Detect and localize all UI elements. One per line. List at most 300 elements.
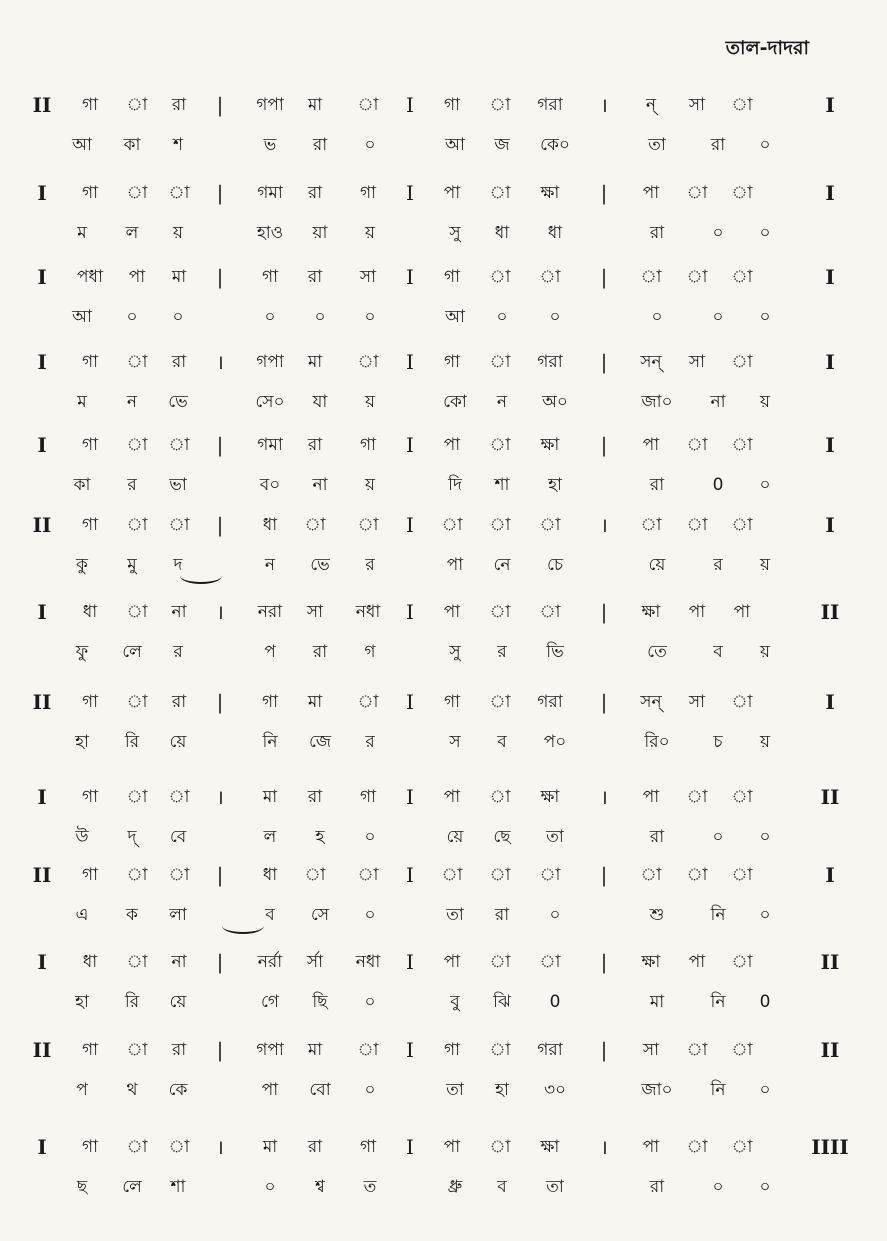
- swara-note: গা: [81, 352, 99, 372]
- lyric-syllable: র: [365, 555, 375, 575]
- lyric-syllable: মা: [649, 992, 665, 1012]
- swara-note: া: [126, 183, 148, 203]
- swara-note: া: [731, 183, 753, 203]
- swara-note: ক্ষা: [540, 435, 560, 455]
- bar-line: ।: [216, 785, 224, 809]
- swara-note: া: [126, 515, 148, 535]
- lyric-syllable: তা: [546, 827, 564, 847]
- swara-note: া: [357, 865, 379, 885]
- lyric-syllable: ভে: [168, 392, 188, 412]
- swara-note: া: [126, 787, 148, 807]
- swara-note: া: [489, 435, 511, 455]
- bar-line: I: [406, 600, 414, 624]
- swara-note: পা: [642, 183, 660, 203]
- lyric-syllable: ০: [759, 827, 771, 847]
- lyric-syllable: ব: [713, 642, 723, 662]
- bar-line: I: [406, 181, 414, 205]
- swara-note: া: [489, 95, 511, 115]
- lyric-syllable: ধা: [494, 223, 510, 243]
- lyric-syllable: ০: [712, 223, 724, 243]
- lyrics-row: [0, 130, 887, 160]
- lyric-syllable: ধা: [547, 223, 563, 243]
- lyric-syllable: না: [312, 475, 328, 495]
- lyric-syllable: আ: [72, 307, 92, 327]
- lyric-syllable: কা: [123, 135, 141, 155]
- lyrics-row: [0, 470, 887, 500]
- lyric-syllable: মু: [127, 555, 137, 575]
- swara-note: ক্ষা: [540, 183, 560, 203]
- lyric-syllable: ০: [712, 1177, 724, 1197]
- swara-note: া: [640, 515, 662, 535]
- bar-line: I: [406, 350, 414, 374]
- bar-line: |: [216, 433, 224, 457]
- lyric-syllable: ০: [549, 307, 561, 327]
- swara-note: না: [171, 602, 187, 622]
- swara-note: গা: [443, 1040, 461, 1060]
- line-block: [0, 860, 887, 940]
- swara-note: া: [168, 435, 190, 455]
- lyric-syllable: চ: [713, 732, 723, 752]
- lyric-syllable: সে: [310, 905, 330, 925]
- slur-mark: [222, 918, 264, 934]
- lyric-syllable: ব: [497, 732, 507, 752]
- bar-line: |: [600, 600, 608, 624]
- bar-line: I: [37, 181, 47, 205]
- bar-line: I: [825, 690, 835, 714]
- swara-note: া: [168, 787, 190, 807]
- lyric-syllable: ০: [712, 827, 724, 847]
- lyric-syllable: বে: [169, 827, 187, 847]
- bar-line: |: [600, 690, 608, 714]
- lyrics-row: [0, 550, 887, 580]
- lyric-syllable: রা: [494, 905, 510, 925]
- swara-note: া: [731, 1137, 753, 1157]
- bar-line: I: [406, 785, 414, 809]
- bar-line: I: [37, 950, 47, 974]
- bar-line: |: [216, 265, 224, 289]
- bar-line: I: [37, 350, 47, 374]
- swara-note: া: [731, 435, 753, 455]
- swara-note: পা: [443, 787, 461, 807]
- lyrics-row: [0, 727, 887, 757]
- lyric-syllable: উ: [75, 827, 89, 847]
- slur-mark: [180, 568, 222, 584]
- lyrics-row: [0, 302, 887, 332]
- swara-note: ধা: [82, 952, 98, 972]
- swara-note: গরা: [537, 352, 563, 372]
- swara-note: া: [686, 515, 708, 535]
- lyric-syllable: ০: [496, 307, 508, 327]
- notes-row: [0, 860, 887, 890]
- swara-note: া: [126, 865, 148, 885]
- swara-note: া: [731, 352, 753, 372]
- swara-note: রা: [307, 435, 323, 455]
- lyric-syllable: বু: [450, 992, 460, 1012]
- swara-note: া: [686, 1040, 708, 1060]
- swara-note: া: [126, 602, 148, 622]
- lyric-syllable: রা: [649, 475, 665, 495]
- bar-line: II: [820, 950, 840, 974]
- lyric-syllable: নি: [262, 732, 278, 752]
- lyric-syllable: য়: [759, 732, 771, 752]
- lyric-syllable: ম: [77, 392, 87, 412]
- swara-note: পা: [688, 602, 706, 622]
- swara-note: রা: [307, 787, 323, 807]
- lyric-syllable: ০: [172, 307, 184, 327]
- lyric-syllable: জা০: [641, 1080, 673, 1100]
- lyric-syllable: র: [173, 642, 183, 662]
- lyric-syllable: হা: [495, 1080, 509, 1100]
- lyric-syllable: ০: [759, 1177, 771, 1197]
- swara-note: সা: [359, 267, 377, 287]
- lyric-syllable: য়ে: [169, 992, 187, 1012]
- lyrics-row: [0, 987, 887, 1017]
- lyric-syllable: কে: [168, 1080, 188, 1100]
- lyric-syllable: য়: [759, 642, 771, 662]
- lyric-syllable: ব: [497, 1177, 507, 1197]
- lyric-syllable: ০: [364, 307, 376, 327]
- bar-line: |: [600, 181, 608, 205]
- swara-note: গা: [261, 692, 279, 712]
- lyric-syllable: য়: [364, 223, 376, 243]
- bar-line: I: [37, 785, 47, 809]
- lyrics-row: [0, 1075, 887, 1105]
- lyric-syllable: শু: [649, 905, 665, 925]
- bar-line: I: [825, 433, 835, 457]
- lyric-syllable: ৩০: [543, 1080, 567, 1100]
- swara-note: া: [539, 515, 561, 535]
- lyric-syllable: ন: [126, 392, 138, 412]
- swara-note: া: [489, 952, 511, 972]
- swara-note: া: [126, 352, 148, 372]
- line-block: [0, 510, 887, 590]
- lyric-syllable: নি: [710, 992, 726, 1012]
- swara-note: া: [126, 95, 148, 115]
- lyric-syllable: যা: [312, 392, 328, 412]
- bar-line: I: [406, 93, 414, 117]
- swara-note: া: [357, 692, 379, 712]
- bar-line: I: [37, 433, 47, 457]
- lyric-syllable: হা: [75, 732, 89, 752]
- bar-line: I: [406, 1038, 414, 1062]
- bar-line: |: [216, 93, 224, 117]
- bar-line: |: [216, 181, 224, 205]
- swara-note: া: [304, 865, 326, 885]
- lyric-syllable: শা: [494, 475, 510, 495]
- swara-note: গপা: [256, 1040, 284, 1060]
- lyrics-row: [0, 637, 887, 667]
- swara-note: া: [357, 515, 379, 535]
- swara-note: ধা: [262, 865, 278, 885]
- lyric-syllable: ০: [759, 223, 771, 243]
- lyric-syllable: য়: [364, 475, 376, 495]
- lyric-syllable: এ: [75, 905, 89, 925]
- notes-row: [0, 510, 887, 540]
- swara-note: গা: [81, 692, 99, 712]
- swara-note: ধা: [82, 602, 98, 622]
- line-block: [0, 178, 887, 258]
- swara-note: রা: [171, 95, 187, 115]
- lyric-syllable: ০: [364, 905, 376, 925]
- swara-note: সা: [688, 692, 706, 712]
- swara-note: া: [126, 1137, 148, 1157]
- swara-note: া: [126, 952, 148, 972]
- line-block: [0, 90, 887, 170]
- lyric-syllable: য়ে: [169, 732, 187, 752]
- swara-note: া: [357, 1040, 379, 1060]
- swara-note: া: [731, 692, 753, 712]
- lyric-syllable: লা: [169, 905, 187, 925]
- lyric-syllable: রি: [124, 992, 140, 1012]
- lyric-syllable: ০: [364, 992, 376, 1012]
- lyric-syllable: ন: [264, 555, 276, 575]
- swara-note: া: [686, 1137, 708, 1157]
- lyric-syllable: জা০: [641, 392, 673, 412]
- lyric-syllable: ল: [125, 223, 139, 243]
- lyric-syllable: ভে: [310, 555, 330, 575]
- lyric-syllable: তা: [446, 1080, 464, 1100]
- lyric-syllable: রি০: [644, 732, 670, 752]
- lyric-syllable: ছি: [312, 992, 328, 1012]
- lyric-syllable: য়: [364, 392, 376, 412]
- lyric-syllable: হাও: [256, 223, 284, 243]
- swara-note: া: [489, 865, 511, 885]
- swara-note: া: [731, 1040, 753, 1060]
- swara-note: পা: [642, 435, 660, 455]
- notes-row: [0, 430, 887, 460]
- swara-note: গা: [443, 692, 461, 712]
- swara-note: সন্: [640, 692, 662, 712]
- lyric-syllable: দি: [448, 475, 462, 495]
- swara-note: া: [168, 515, 190, 535]
- lyric-syllable: ক: [126, 905, 138, 925]
- lyric-syllable: ছ: [76, 1177, 88, 1197]
- notes-row: [0, 597, 887, 627]
- swara-note: গা: [81, 1137, 99, 1157]
- bar-line: I: [406, 950, 414, 974]
- swara-note: সা: [642, 1040, 660, 1060]
- bar-line: I: [406, 690, 414, 714]
- lyric-syllable: জে: [308, 732, 332, 752]
- lyric-syllable: তা: [446, 905, 464, 925]
- lyric-syllable: ব: [265, 905, 275, 925]
- swara-note: গা: [81, 787, 99, 807]
- swara-note: গা: [359, 1137, 377, 1157]
- lyric-syllable: র: [713, 555, 723, 575]
- bar-line: |: [600, 265, 608, 289]
- lyric-syllable: ভি: [546, 642, 564, 662]
- lyric-syllable: ০: [759, 1080, 771, 1100]
- swara-note: া: [489, 787, 511, 807]
- bar-line: I: [406, 513, 414, 537]
- swara-note: গা: [261, 267, 279, 287]
- lyric-syllable: কু: [76, 555, 88, 575]
- swara-note: ক্ষা: [540, 1137, 560, 1157]
- swara-note: ধা: [262, 515, 278, 535]
- bar-line: II: [820, 600, 840, 624]
- swara-note: া: [686, 865, 708, 885]
- lyric-syllable: তা: [546, 1177, 564, 1197]
- swara-note: পা: [443, 602, 461, 622]
- bar-line: II: [32, 93, 52, 117]
- swara-note: া: [441, 515, 463, 535]
- lyric-syllable: ভা: [169, 475, 187, 495]
- swara-note: া: [731, 952, 753, 972]
- notes-row: [0, 262, 887, 292]
- swara-note: পা: [443, 435, 461, 455]
- bar-line: ।: [216, 600, 224, 624]
- bar-line: ।: [600, 93, 608, 117]
- lyric-syllable: রা: [649, 1177, 665, 1197]
- swara-note: গা: [443, 352, 461, 372]
- swara-note: মা: [307, 95, 323, 115]
- lyric-syllable: নি: [710, 905, 726, 925]
- bar-line: I: [406, 265, 414, 289]
- lyric-syllable: শ: [172, 135, 184, 155]
- lyric-syllable: হা: [75, 992, 89, 1012]
- page-header: তাল-দাদরা: [725, 37, 809, 59]
- bar-line: ।: [600, 785, 608, 809]
- swara-note: সন্: [640, 352, 662, 372]
- swara-note: া: [126, 435, 148, 455]
- swara-note: া: [489, 602, 511, 622]
- swara-note: রা: [171, 1040, 187, 1060]
- swara-note: া: [304, 515, 326, 535]
- lyric-syllable: লে: [122, 642, 142, 662]
- lyric-syllable: য়ে: [648, 555, 666, 575]
- line-block: [0, 687, 887, 767]
- lyric-syllable: 0: [759, 992, 771, 1012]
- lyric-syllable: ০: [126, 307, 138, 327]
- swara-note: গপা: [256, 352, 284, 372]
- bar-line: II: [32, 863, 52, 887]
- line-block: [0, 1035, 887, 1115]
- swara-note: া: [731, 515, 753, 535]
- lyric-syllable: সু: [449, 642, 461, 662]
- line-block: [0, 597, 887, 677]
- lyric-syllable: ০: [759, 135, 771, 155]
- swara-note: গা: [443, 267, 461, 287]
- lyric-syllable: নি: [710, 1080, 726, 1100]
- lyric-syllable: রা: [649, 827, 665, 847]
- lyric-syllable: গে: [260, 992, 280, 1012]
- swara-note: া: [539, 952, 561, 972]
- lyric-syllable: শা: [170, 1177, 186, 1197]
- bar-line: I: [406, 433, 414, 457]
- bar-line: II: [32, 513, 52, 537]
- bar-line: I: [825, 863, 835, 887]
- bar-line: I: [825, 513, 835, 537]
- swara-note: গা: [81, 1040, 99, 1060]
- swara-note: পা: [642, 1137, 660, 1157]
- lyric-syllable: শ্ব: [315, 1177, 325, 1197]
- swara-note: নধা: [355, 602, 381, 622]
- swara-note: া: [640, 865, 662, 885]
- swara-note: া: [539, 267, 561, 287]
- bar-line: |: [216, 950, 224, 974]
- swara-note: না: [171, 952, 187, 972]
- swara-note: া: [731, 95, 753, 115]
- lyric-syllable: 0: [549, 992, 561, 1012]
- lyric-syllable: গ: [364, 642, 376, 662]
- swara-note: গা: [81, 515, 99, 535]
- swara-note: া: [489, 515, 511, 535]
- bar-line: |: [600, 1038, 608, 1062]
- lyric-syllable: আ: [445, 307, 465, 327]
- lyric-syllable: ০: [712, 307, 724, 327]
- swara-note: ক্ষা: [641, 602, 661, 622]
- swara-note: গা: [81, 865, 99, 885]
- lyric-syllable: দ: [173, 555, 183, 575]
- swara-note: া: [489, 1040, 511, 1060]
- swara-note: া: [489, 267, 511, 287]
- notes-row: [0, 947, 887, 977]
- lyric-syllable: ব০: [259, 475, 281, 495]
- swara-note: গরা: [537, 1040, 563, 1060]
- lyric-syllable: ম: [77, 223, 87, 243]
- lyric-syllable: রা: [710, 135, 726, 155]
- swara-note: গা: [443, 95, 461, 115]
- lyric-syllable: রা: [312, 135, 328, 155]
- bar-line: II: [32, 690, 52, 714]
- bar-line: I: [406, 863, 414, 887]
- bar-line: ।: [216, 1135, 224, 1159]
- lyric-syllable: পা: [261, 1080, 279, 1100]
- line-block: [0, 782, 887, 862]
- lyric-syllable: ভ: [263, 135, 277, 155]
- swara-note: সা: [688, 352, 706, 372]
- lyrics-row: [0, 900, 887, 930]
- lyric-syllable: ০: [264, 1177, 276, 1197]
- swara-note: মা: [307, 352, 323, 372]
- lyric-syllable: ০: [364, 135, 376, 155]
- swara-note: রা: [171, 692, 187, 712]
- lyric-syllable: য়: [759, 392, 771, 412]
- lyric-syllable: তে: [647, 642, 667, 662]
- swara-note: পা: [642, 787, 660, 807]
- bar-line: |: [600, 863, 608, 887]
- lyric-syllable: রা: [649, 223, 665, 243]
- bar-line: I: [37, 265, 47, 289]
- swara-note: া: [686, 267, 708, 287]
- swara-note: রা: [307, 183, 323, 203]
- swara-note: মা: [307, 692, 323, 712]
- swara-note: া: [168, 183, 190, 203]
- swara-note: গা: [81, 95, 99, 115]
- lyric-syllable: ০: [759, 307, 771, 327]
- swara-note: নধা: [355, 952, 381, 972]
- swara-note: া: [489, 183, 511, 203]
- swara-note: সা: [306, 602, 324, 622]
- bar-line: |: [216, 690, 224, 714]
- bar-line: I: [37, 600, 47, 624]
- lyric-syllable: ত: [363, 1177, 377, 1197]
- bar-line: II: [32, 1038, 52, 1062]
- line-block: [0, 347, 887, 427]
- swara-note: া: [686, 435, 708, 455]
- notes-row: [0, 347, 887, 377]
- lyric-syllable: চে: [546, 555, 564, 575]
- lyric-syllable: সে০: [255, 392, 285, 412]
- lyric-syllable: নে: [493, 555, 511, 575]
- swara-note: পা: [443, 183, 461, 203]
- lyric-syllable: স: [449, 732, 461, 752]
- swara-note: মা: [262, 1137, 278, 1157]
- bar-line: |: [600, 433, 608, 457]
- swara-note: রা: [171, 352, 187, 372]
- swara-note: মা: [171, 267, 187, 287]
- swara-note: ক্ষা: [540, 787, 560, 807]
